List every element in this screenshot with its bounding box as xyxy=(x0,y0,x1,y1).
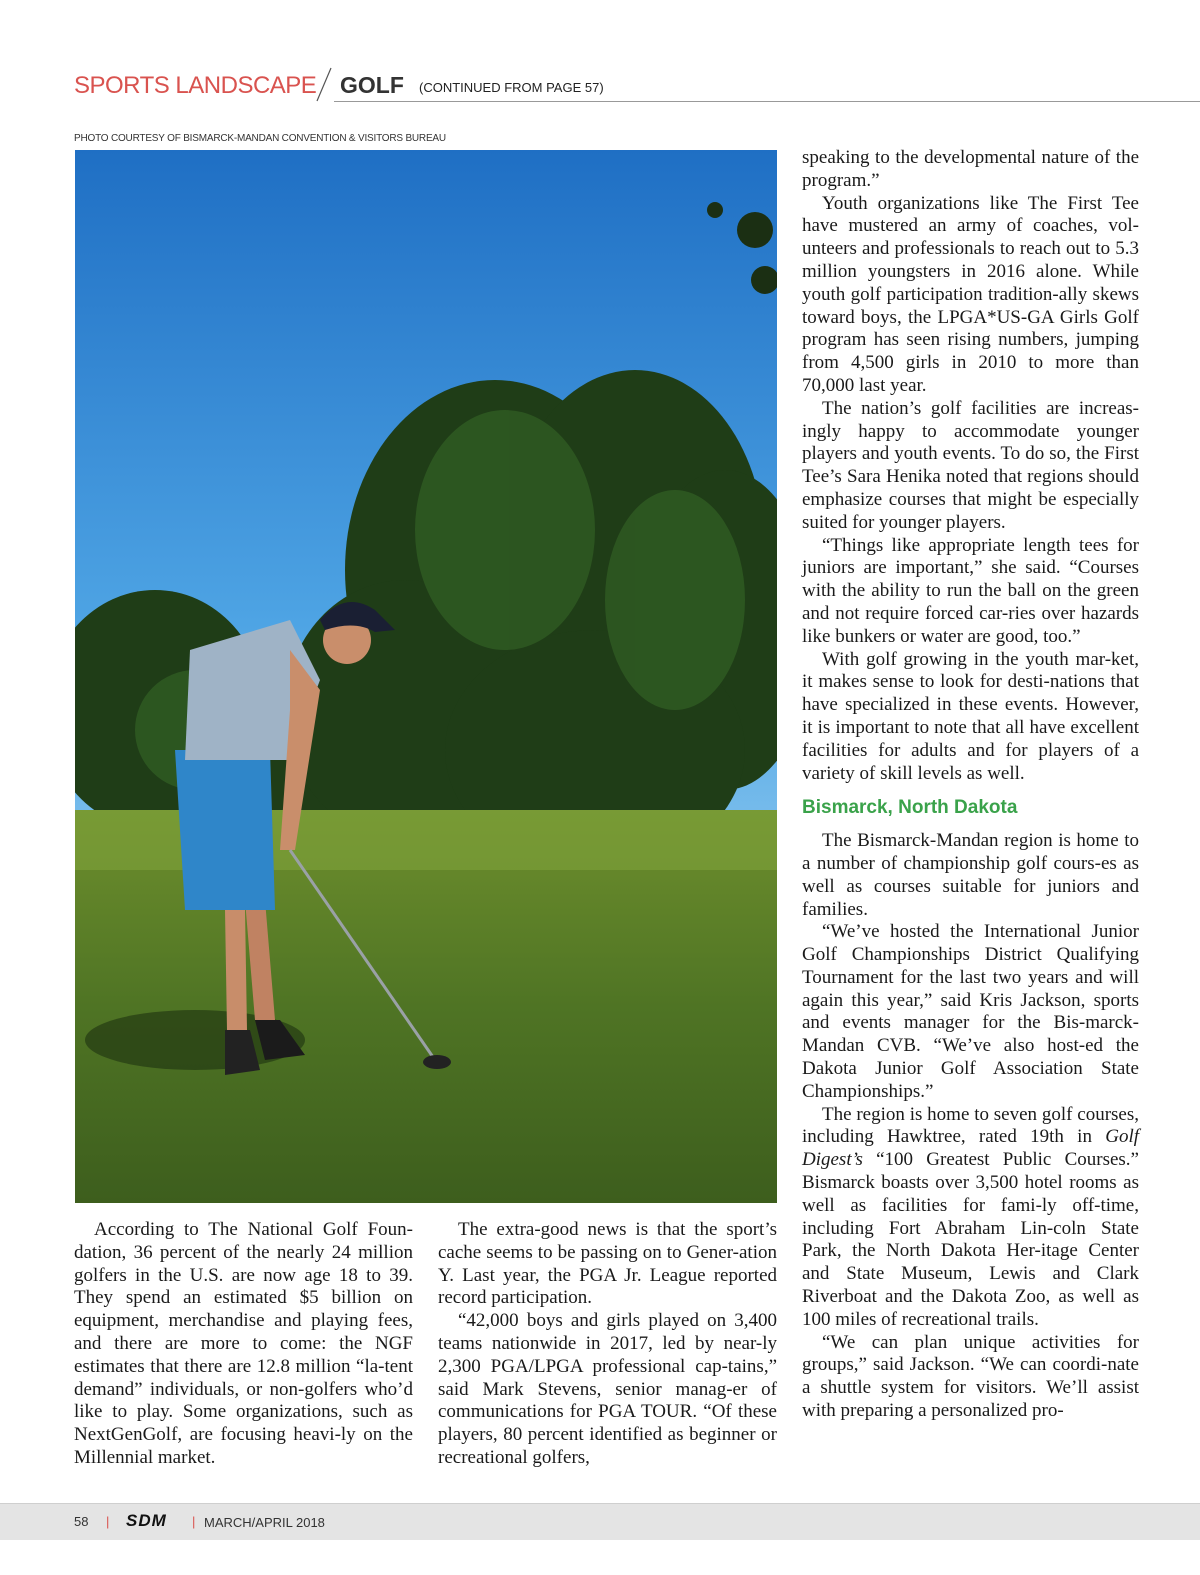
section-label: SPORTS LANDSCAPE xyxy=(74,72,317,99)
text-run: The region is home to seven golf courses, including Hawktree, rated 19th in xyxy=(802,1103,1139,1148)
slash-divider xyxy=(314,66,334,102)
paragraph: According to The National Golf Foun-dation, 36 percent of the nearly 24 million golfers in the U.S. are now age 18 to 39. They spend an estimated $5 billion on equipment, merchandise and playing fees, and there are more to come: the NGF estimates that there are 12.8 million “la-tent demand” individuals, or non-golfers who’d like to play. Some organizations, such as NextGenGolf, are focusing heavi-ly on the Millennial market. xyxy=(74,1219,413,1468)
paragraph: “We can plan unique activities for groups,” said Jackson. “We can coordi-nate a shuttle system for visitors. We’ll assist with preparing a personalized pro- xyxy=(802,1331,1139,1422)
article-column-2 xyxy=(438,1219,777,1470)
continued-note: (CONTINUED FROM PAGE 57) xyxy=(419,80,604,95)
page-footer xyxy=(0,1503,1200,1540)
text-run: “100 Greatest Public Courses.” Bismarck boasts over 3,500 hotel rooms as well as facilities for fami-ly off-time, including Fort Abraham Lin-coln State Park, the North Dakota Her-itage Center and State Museum, Lewis and Clark Riverboat and the Dakota Zoo, as well as 100 miles of recreational trails. xyxy=(802,1149,1139,1330)
page-number: 58 xyxy=(74,1514,89,1529)
header-rule xyxy=(334,101,1200,102)
photo-credit: PHOTO COURTESY OF BISMARCK-MANDAN CONVENTION & VISITORS BUREAU xyxy=(74,133,446,144)
paragraph: “Things like appropriate length tees for juniors are important,” she said. “Courses with the ability to run the ball on the green and not require forced car-ries over hazards like bunkers or water are good, too.” xyxy=(802,534,1139,647)
footer-separator: | xyxy=(106,1514,110,1529)
paragraph: “42,000 boys and girls played on 3,400 teams nationwide in 2017, led by near-ly 2,300 PGA/LPGA professional cap-tains,” said Mark Stevens, senior manag-er of communications for PGA TOUR. “Of these players, 80 percent identified as beginner or recreational golfers, xyxy=(438,1310,777,1468)
paragraph: speaking to the developmental nature of the program.” xyxy=(802,147,1139,191)
topic-label: GOLF xyxy=(340,72,404,98)
paragraph: The Bismarck-Mandan region is home to a number of championship golf cours-es as well as courses suitable for juniors and families. xyxy=(802,830,1139,920)
section-heading: Bismarck, North Dakota xyxy=(802,797,1018,819)
issue-date: MARCH/APRIL 2018 xyxy=(204,1515,325,1530)
magazine-logo: SDM xyxy=(126,1511,167,1530)
golfer-photo xyxy=(75,150,777,1203)
paragraph: The extra-good news is that the sport’s cache seems to be passing on to Gener-ation Y. Last year, the PGA Jr. League reported record participation. xyxy=(438,1219,777,1309)
paragraph: “We’ve hosted the International Junior Golf Championships District Qualifying Tournament for the last two years and will again this year,” said Kris Jackson, sports and events manager for the Bis-marck-Mandan CVB. “We’ve also host-ed the Dakota Junior Golf Association State Championships.” xyxy=(802,921,1139,1102)
paragraph xyxy=(802,1104,1139,1332)
page-header xyxy=(74,66,1200,106)
paragraph: The nation’s golf facilities are increas-ingly happy to accommodate younger players and youth events. To do so, the First Tee’s Sara Henika noted that regions should emphasize courses that might be especially suited for younger players. xyxy=(802,397,1139,533)
paragraph: With golf growing in the youth mar-ket, it makes sense to look for desti-nations that have specialized in these events. However, it is important to note that all have excellent facilities for adults and for players of a variety of skill levels as well. xyxy=(802,648,1139,784)
publication-title: Golf Digest’s xyxy=(802,1126,1139,1171)
golfer-illustration xyxy=(75,150,777,1203)
article-column-1 xyxy=(74,1219,413,1470)
footer-separator: | xyxy=(192,1514,196,1529)
article-column-3 xyxy=(802,147,1139,1423)
paragraph: Youth organizations like The First Tee have mustered an army of coaches, vol-unteers and professionals to reach out to 5.3 million youngsters in 2016 alone. While youth golf participation tradition-ally skews toward boys, the LPGA*US-GA Girls Golf program has seen rising numbers, jumping from 4,500 girls in 2010 to more than 70,000 last year. xyxy=(802,192,1139,396)
